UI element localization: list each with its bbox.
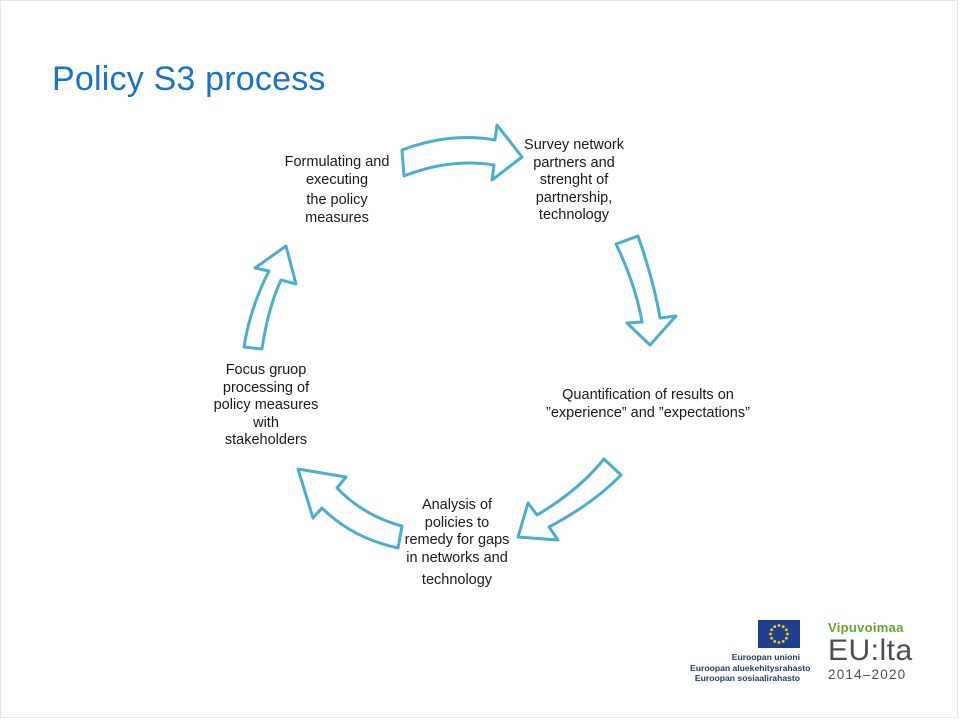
eu-logo <box>690 618 810 688</box>
node-line: policy measures <box>213 397 319 413</box>
node-line: Focus gruop <box>225 362 307 378</box>
node-quantification <box>527 387 769 422</box>
node-line: technology <box>538 207 610 223</box>
vipuvoimaa-logo <box>828 620 938 690</box>
node-line: Quantification of results on <box>562 387 734 403</box>
node-line: in networks and <box>406 549 508 566</box>
node-line: processing of <box>222 379 310 396</box>
node-line: the policy <box>306 192 368 208</box>
node-line: stakeholders <box>224 432 308 448</box>
eulta-label: EU:lta <box>828 634 913 667</box>
arrow-survey-to-quantification <box>616 236 676 345</box>
node-line: technology <box>421 572 493 588</box>
node-line: policies to <box>424 514 490 531</box>
eu-line-3: Euroopan sosiaalirahasto <box>694 673 800 683</box>
years-label: 2014–2020 <box>828 667 907 682</box>
node-formulating <box>276 154 398 227</box>
node-analysis <box>386 497 528 590</box>
eu-logo-text <box>690 652 811 684</box>
page-title: Policy S3 process <box>52 60 326 98</box>
node-line: ”experience” and ”expectations” <box>546 404 750 421</box>
arrow-focus-to-formulating <box>244 246 296 349</box>
arrow-quantification-to-analysis <box>518 459 621 540</box>
node-line: Analysis of <box>421 497 493 513</box>
node-line: with <box>253 414 279 431</box>
node-line: Formulating and <box>284 154 390 170</box>
node-line: remedy for gaps <box>404 532 510 548</box>
node-line: partners and <box>533 154 615 171</box>
node-line: executing <box>305 171 369 188</box>
eu-line-1: Euroopan unioni <box>731 652 800 662</box>
arrow-formulating-to-survey <box>402 125 522 180</box>
node-focus <box>196 362 336 450</box>
node-line: Survey network <box>524 137 624 153</box>
eu-flag-icon <box>758 620 800 648</box>
node-line: measures <box>305 209 369 226</box>
node-survey <box>506 137 642 225</box>
eu-line-2: Euroopan aluekehitysrahasto <box>690 662 811 673</box>
node-line: partnership, <box>535 189 613 206</box>
node-line: strenght of <box>539 172 609 188</box>
vipuvoimaa-label: Vipuvoimaa <box>828 620 904 635</box>
